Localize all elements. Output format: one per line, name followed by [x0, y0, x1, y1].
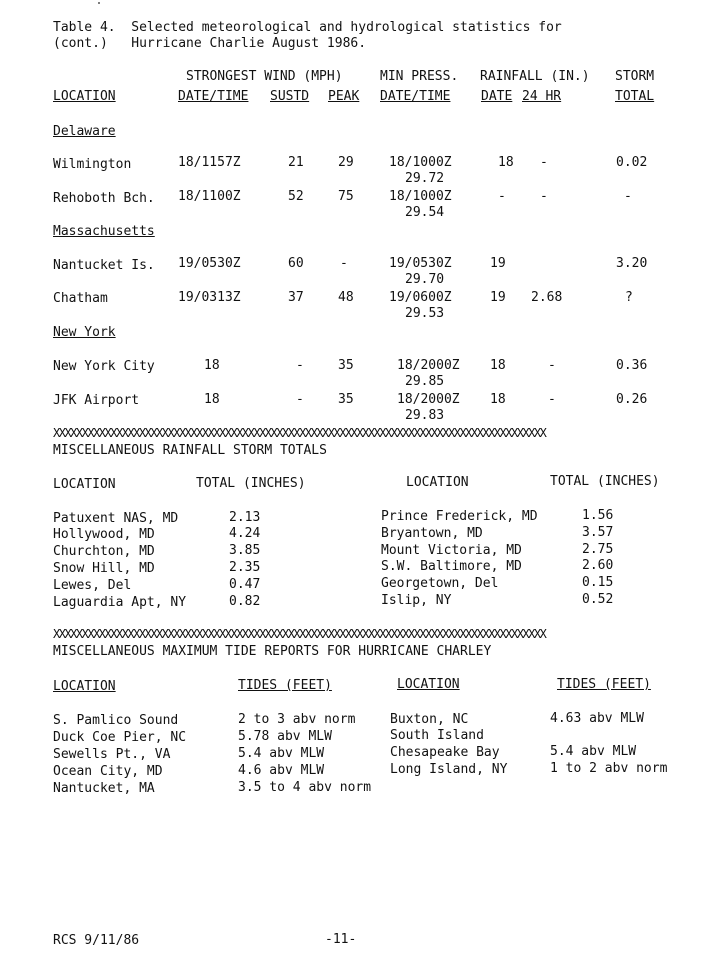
- list-item-value: 0.15: [582, 575, 614, 590]
- state-heading: Massachusetts: [53, 224, 155, 239]
- row-pressure: 29.70: [405, 272, 445, 287]
- row-wind-time: 18: [204, 392, 220, 407]
- list-item-value: 5.78 abv MLW: [238, 729, 332, 744]
- list-item: South Island: [390, 728, 484, 743]
- list-item: Buxton, NC: [390, 712, 469, 727]
- header-min-press: MIN PRESS.: [380, 69, 459, 84]
- row-rain-date: 18: [490, 392, 506, 407]
- row-pressure: 29.85: [405, 374, 445, 389]
- rainfall-col-total: TOTAL (INCHES): [196, 476, 306, 491]
- row-press-time: 19/0600Z: [389, 290, 452, 305]
- list-item-value: 2 to 3 abv norm: [238, 712, 356, 727]
- row-storm-total: ?: [625, 290, 633, 305]
- list-item: Prince Frederick, MD: [381, 509, 538, 524]
- rainfall-heading: MISCELLANEOUS RAINFALL STORM TOTALS: [53, 443, 327, 458]
- list-item: Laguardia Apt, NY: [53, 595, 187, 610]
- list-item: Churchton, MD: [53, 544, 155, 559]
- list-item-value: 2.13: [229, 510, 261, 525]
- list-item-value: 2.60: [582, 558, 614, 573]
- header-sustd: SUSTD: [270, 89, 310, 104]
- row-rain-date: 18: [490, 358, 506, 373]
- rainfall-col-total-right: TOTAL (INCHES): [550, 474, 660, 489]
- header-location: LOCATION: [53, 89, 116, 104]
- row-sustd: -: [296, 358, 304, 373]
- row-location: Nantucket Is.: [53, 258, 155, 273]
- row-wind-time: 18/1157Z: [178, 155, 241, 170]
- row-sustd: 60: [288, 256, 304, 271]
- row-rain-24hr: -: [540, 189, 548, 204]
- list-item: Hollywood, MD: [53, 527, 155, 542]
- list-item-value: 3.57: [582, 525, 614, 540]
- row-sustd: 37: [288, 290, 304, 305]
- list-item-value: 1.56: [582, 508, 614, 523]
- row-storm-total: -: [624, 189, 632, 204]
- row-sustd: 21: [288, 155, 304, 170]
- row-peak: 75: [338, 189, 354, 204]
- list-item-value: 3.85: [229, 543, 261, 558]
- row-press-time: 18/2000Z: [397, 358, 460, 373]
- row-sustd: -: [296, 392, 304, 407]
- list-item: Long Island, NY: [390, 762, 508, 777]
- row-rain-24hr: -: [548, 392, 556, 407]
- row-location: Chatham: [53, 291, 108, 306]
- list-item-value: 0.52: [582, 592, 614, 607]
- row-rain-date: 19: [490, 256, 506, 271]
- tide-col-location-right: LOCATION: [397, 677, 460, 692]
- list-item: Islip, NY: [381, 593, 452, 608]
- header-date: DATE: [481, 89, 513, 104]
- header-rainfall: RAINFALL (IN.): [480, 69, 590, 84]
- row-press-time: 18/2000Z: [397, 392, 460, 407]
- row-press-time: 18/1000Z: [389, 155, 452, 170]
- list-item: Georgetown, Del: [381, 576, 499, 591]
- row-peak: 35: [338, 392, 354, 407]
- row-sustd: 52: [288, 189, 304, 204]
- row-press-time: 19/0530Z: [389, 256, 452, 271]
- row-peak: -: [340, 256, 348, 271]
- list-item-value: 0.47: [229, 577, 261, 592]
- list-item-value: 4.6 abv MLW: [238, 763, 325, 778]
- row-wind-time: 19/0313Z: [178, 290, 241, 305]
- row-storm-total: 3.20: [616, 256, 648, 271]
- separator-line: XXXXXXXXXXXXXXXXXXXXXXXXXXXXXXXXXXXXXXXXXXXXXXXXXXXXXXXXXXXXXXXXXXXXXXXXXXXXXXXXXXXXXX: [53, 627, 546, 641]
- list-item-value: 5.4 abv MLW: [550, 744, 637, 759]
- row-rain-24hr: 2.68: [531, 290, 563, 305]
- row-location: Rehoboth Bch.: [53, 191, 155, 206]
- row-peak: 29: [338, 155, 354, 170]
- row-press-time: 18/1000Z: [389, 189, 452, 204]
- header-date-time: DATE/TIME: [178, 89, 249, 104]
- list-item: Patuxent NAS, MD: [53, 511, 179, 526]
- list-item: Nantucket, MA: [53, 781, 155, 796]
- row-rain-date: 18: [498, 155, 514, 170]
- footer-initials-date: RCS 9/11/86: [53, 933, 140, 948]
- state-heading: Delaware: [53, 124, 116, 139]
- row-storm-total: 0.36: [616, 358, 648, 373]
- tide-col-tides: TIDES (FEET): [238, 678, 332, 693]
- list-item-value: 1 to 2 abv norm: [550, 761, 668, 776]
- header-storm: STORM: [615, 69, 655, 84]
- rainfall-col-location: LOCATION: [53, 477, 116, 492]
- header-24hr: 24 HR: [522, 89, 562, 104]
- row-location: Wilmington: [53, 157, 132, 172]
- row-pressure: 29.83: [405, 408, 445, 423]
- row-wind-time: 18: [204, 358, 220, 373]
- row-wind-time: 18/1100Z: [178, 189, 241, 204]
- row-peak: 35: [338, 358, 354, 373]
- list-item: Snow Hill, MD: [53, 561, 155, 576]
- list-item-value: 0.82: [229, 594, 261, 609]
- table-title-line-2: (cont.) Hurricane Charlie August 1986.: [53, 36, 367, 51]
- row-pressure: 29.54: [405, 205, 445, 220]
- list-item-value: 2.75: [582, 542, 614, 557]
- row-rain-date: 19: [490, 290, 506, 305]
- list-item: Duck Coe Pier, NC: [53, 730, 187, 745]
- tide-col-location: LOCATION: [53, 679, 116, 694]
- list-item: Ocean City, MD: [53, 764, 163, 779]
- list-item: S.W. Baltimore, MD: [381, 559, 522, 574]
- list-item-value: 5.4 abv MLW: [238, 746, 325, 761]
- row-storm-total: 0.26: [616, 392, 648, 407]
- row-pressure: 29.72: [405, 171, 445, 186]
- row-wind-time: 19/0530Z: [178, 256, 241, 271]
- header-strongest-wind: STRONGEST WIND (MPH): [186, 69, 343, 84]
- list-item-value: 4.24: [229, 526, 261, 541]
- list-item: S. Pamlico Sound: [53, 713, 179, 728]
- row-peak: 48: [338, 290, 354, 305]
- list-item: Sewells Pt., VA: [53, 747, 171, 762]
- list-item: Bryantown, MD: [381, 526, 483, 541]
- row-storm-total: 0.02: [616, 155, 648, 170]
- state-heading: New York: [53, 325, 116, 340]
- list-item-value: 4.63 abv MLW: [550, 711, 644, 726]
- row-rain-24hr: -: [540, 155, 548, 170]
- list-item-value: 3.5 to 4 abv norm: [238, 780, 372, 795]
- list-item: Chesapeake Bay: [390, 745, 500, 760]
- row-rain-24hr: -: [548, 358, 556, 373]
- rainfall-col-location-right: LOCATION: [406, 475, 469, 490]
- header-min-date-time: DATE/TIME: [380, 89, 451, 104]
- list-item-value: 2.35: [229, 560, 261, 575]
- row-location: New York City: [53, 359, 155, 374]
- header-peak: PEAK: [328, 89, 360, 104]
- row-location: JFK Airport: [53, 393, 140, 408]
- tide-col-tides-right: TIDES (FEET): [557, 677, 651, 692]
- list-item: Mount Victoria, MD: [381, 543, 522, 558]
- list-item: Lewes, Del: [53, 578, 132, 593]
- scan-speck: [98, 2, 100, 4]
- page-number: -11-: [325, 932, 357, 947]
- row-rain-date: -: [498, 189, 506, 204]
- row-pressure: 29.53: [405, 306, 445, 321]
- tide-heading: MISCELLANEOUS MAXIMUM TIDE REPORTS FOR HURRICANE CHARLEY: [53, 644, 492, 659]
- table-title-line-1: Table 4. Selected meteorological and hydrological statistics for: [53, 20, 562, 35]
- separator-line: XXXXXXXXXXXXXXXXXXXXXXXXXXXXXXXXXXXXXXXXXXXXXXXXXXXXXXXXXXXXXXXXXXXXXXXXXXXXXXXXXXXXXX: [53, 426, 546, 440]
- header-total: TOTAL: [615, 89, 655, 104]
